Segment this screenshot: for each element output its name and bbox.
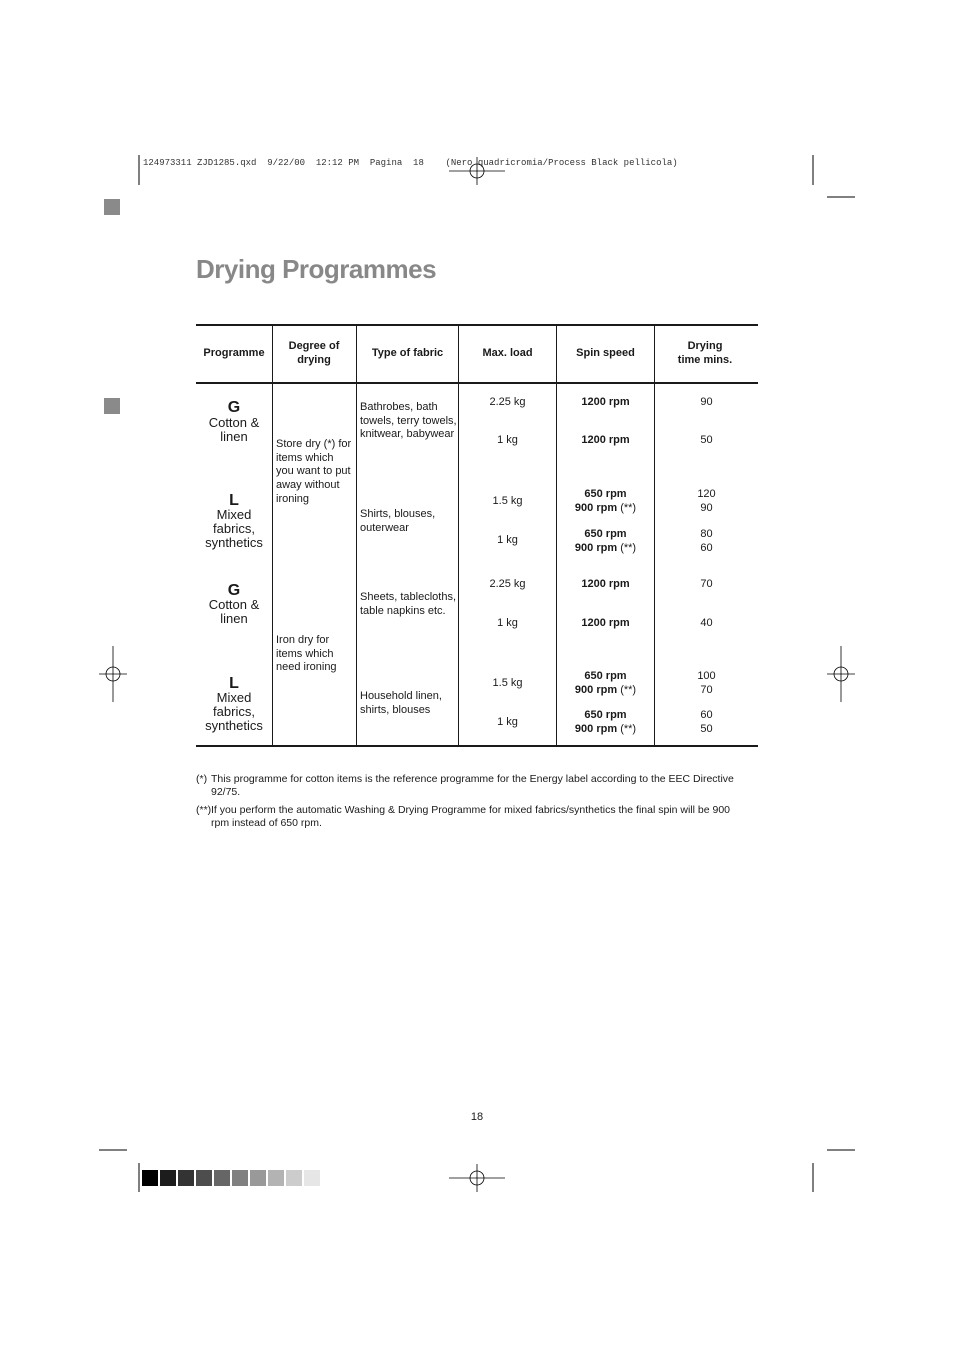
column-divider (356, 326, 357, 745)
max-load: 1 kg (497, 434, 518, 446)
fabric-type: Bathrobes, bath towels, terry towels, knitwear, babywear (360, 401, 457, 441)
drying-time-group (655, 670, 758, 697)
gray-swatch (304, 1170, 320, 1186)
footnote-mark: (**) (620, 722, 637, 735)
spin-speed: 900 rpm (574, 541, 618, 554)
gray-swatch (196, 1170, 212, 1186)
gray-swatch (286, 1170, 302, 1186)
drying-time-group (655, 528, 758, 555)
table-top-rule (196, 324, 758, 326)
programme-letter: G (227, 399, 241, 416)
registration-target-bottom (449, 1164, 505, 1192)
footnote-marker: (*) (196, 773, 208, 785)
drying-time: 90 (700, 501, 713, 514)
drying-time-group (655, 488, 758, 515)
spin-speed: 650 rpm (584, 488, 627, 500)
max-load: 1 kg (497, 617, 518, 629)
drying-time: 120 (697, 488, 716, 500)
max-load: 2.25 kg (489, 396, 526, 408)
programme-name: Cotton & linen (208, 597, 260, 626)
registration-target-right (827, 646, 855, 702)
degree-iron-dry: Iron dry for items which need ironing (276, 634, 337, 674)
max-load: 1.5 kg (492, 677, 523, 689)
gray-swatch (214, 1170, 230, 1186)
footnote-text: This programme for cotton items is the reference programme for the Energy label according to the EEC Directive 92/75. (211, 773, 734, 798)
side-marker-square (104, 199, 120, 215)
spin-speed: 650 rpm (584, 528, 627, 540)
drying-time: 60 (700, 541, 713, 554)
drying-time: 50 (700, 722, 713, 735)
footnote-marker: (**) (196, 804, 212, 816)
header-spin-speed: Spin speed (576, 347, 635, 359)
drying-time: 80 (700, 528, 713, 540)
programme-letter: L (229, 492, 239, 509)
drying-time: 60 (700, 709, 713, 721)
programme-letter: L (229, 675, 239, 692)
spin-speed: 1200 rpm (581, 578, 630, 590)
gray-swatch (160, 1170, 176, 1186)
max-load: 2.25 kg (489, 578, 526, 590)
table-bottom-rule (196, 745, 758, 747)
page-title: Drying Programmes (196, 254, 437, 284)
programme-name: Mixed fabrics, synthetics (205, 690, 263, 733)
print-slug: 124973311 ZJD1285.qxd 9/22/00 12:12 PM Pagina 18 (Nero quadricromia/Process Black pellicola) (143, 158, 678, 168)
fabric-type: Household linen, shirts, blouses (360, 690, 442, 716)
spin-speed-group (557, 670, 654, 697)
programme-name: Mixed fabrics, synthetics (205, 507, 263, 550)
spin-speed: 650 rpm (584, 709, 627, 721)
fabric-type: Sheets, tablecloths, table napkins etc. (360, 591, 457, 617)
drying-time-group (655, 709, 758, 736)
spin-speed-group (557, 528, 654, 555)
footnote-mark: (**) (620, 501, 637, 514)
spin-speed: 650 rpm (584, 670, 627, 682)
column-divider (272, 326, 273, 745)
spin-speed: 900 rpm (574, 683, 618, 696)
footnote-mark: (**) (620, 683, 637, 696)
header-programme: Programme (203, 347, 265, 359)
drying-time: 40 (700, 617, 713, 629)
drying-time: 70 (700, 578, 713, 590)
max-load: 1 kg (497, 716, 518, 728)
spin-speed: 1200 rpm (581, 396, 630, 408)
registration-target-top (449, 157, 505, 185)
footnote-text: If you perform the automatic Washing & Drying Programme for mixed fabrics/synthetics the final spin will be 900 rpm instead of 650 rpm. (211, 804, 730, 829)
spin-speed: 900 rpm (574, 501, 618, 514)
registration-target-left (99, 646, 127, 702)
gray-swatch (142, 1170, 158, 1186)
spin-speed: 900 rpm (574, 722, 618, 735)
max-load: 1 kg (497, 534, 518, 546)
drying-time: 70 (700, 683, 713, 696)
drying-time: 100 (697, 670, 716, 682)
page-number: 18 (470, 1111, 484, 1123)
footnote-mark: (**) (620, 541, 637, 554)
header-type-of-fabric: Type of fabric (371, 347, 444, 359)
gray-swatch (232, 1170, 248, 1186)
drying-time: 50 (700, 434, 713, 446)
spin-speed-group (557, 488, 654, 515)
spin-speed: 1200 rpm (581, 434, 630, 446)
programme-letter: G (227, 582, 241, 599)
drying-time: 90 (700, 396, 713, 408)
gray-swatch (178, 1170, 194, 1186)
max-load: 1.5 kg (492, 495, 523, 507)
spin-speed: 1200 rpm (581, 617, 630, 629)
spin-speed-group (557, 709, 654, 736)
header-degree-of-drying: Degree of drying (288, 340, 340, 366)
gray-swatch (268, 1170, 284, 1186)
header-drying-time: Drying time mins. (677, 340, 733, 366)
table-header-rule (196, 382, 758, 384)
side-marker-square (104, 398, 120, 414)
programme-name: Cotton & linen (208, 415, 260, 444)
header-max-load: Max. load (482, 347, 533, 359)
gray-swatch (250, 1170, 266, 1186)
degree-store-dry: Store dry (*) for items which you want to put away without ironing (276, 438, 352, 505)
fabric-type: Shirts, blouses, outerwear (360, 508, 436, 534)
